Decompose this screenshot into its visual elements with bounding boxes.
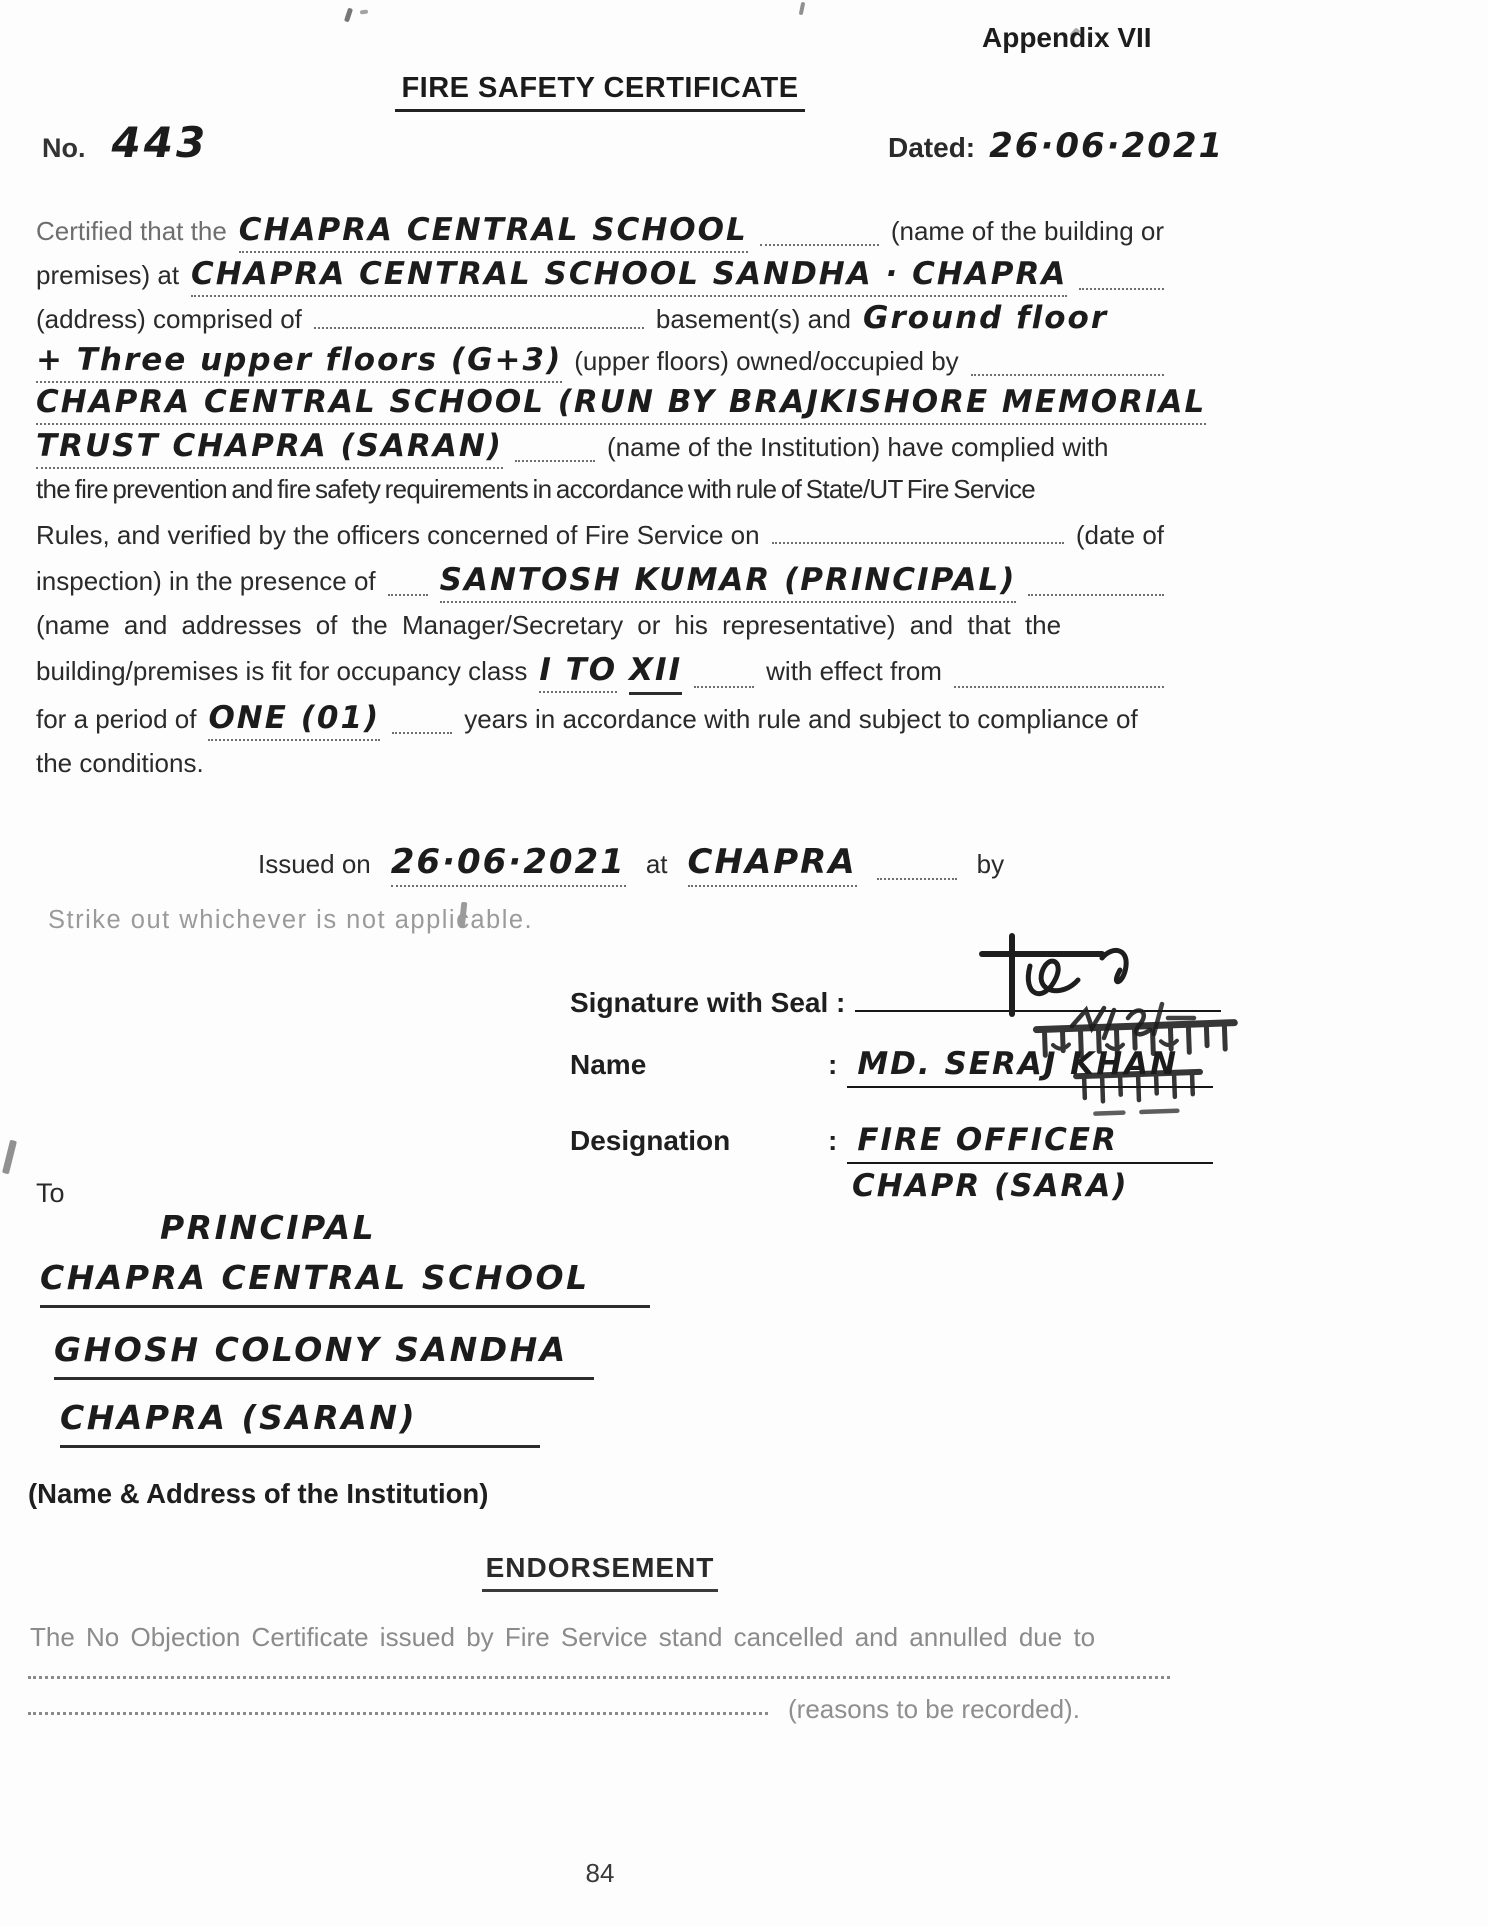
certificate-no-value: 443 <box>111 118 209 167</box>
body-line-1 <box>36 212 1164 253</box>
dotted-blank <box>694 686 754 688</box>
signature-with-seal-label: Signature with Seal : <box>570 987 846 1018</box>
printed-text: the conditions. <box>36 748 204 778</box>
printed-text: basement(s) and <box>655 304 851 334</box>
handwritten-class-to: XII <box>629 652 682 695</box>
issued-date: 26·06·2021 <box>391 842 626 887</box>
dotted-blank <box>515 460 595 462</box>
handwritten-district: CHAPRA (SARAN) <box>60 1398 418 1437</box>
printed-text: the fire prevention and fire safety requirements in accordance with rule of State/UT Fire Service <box>36 474 1036 504</box>
to-label: To <box>36 1178 65 1208</box>
page-number: 84 <box>585 1858 615 1888</box>
at-label: at <box>645 849 668 879</box>
endorsement-text: The No Objection Certificate issued by Fire Service stand cancelled and annulled due to <box>30 1622 1096 1652</box>
dotted-blank <box>772 542 1064 544</box>
handwritten-period: ONE (01) <box>208 700 380 741</box>
handwritten-witness: SANTOSH KUMAR (PRINCIPAL) <box>440 562 1017 603</box>
body-line-6 <box>36 428 1164 469</box>
handwritten-upper-floors: + Three upper floors (G+3) <box>36 342 562 383</box>
printed-text: (name and addresses of the Manager/Secretary or his representative) and that the <box>36 610 1062 640</box>
designation-second-line <box>852 1168 1129 1204</box>
printed-text: years in accordance with rule and subject to compliance of <box>464 704 1138 734</box>
handwritten-institution-2: TRUST CHAPRA (SARAN) <box>36 428 503 469</box>
scan-speck <box>360 9 368 14</box>
issued-row <box>258 842 1048 887</box>
handwritten-designation-2: CHAPR (SARA) <box>852 1168 1129 1204</box>
printed-text: for a period of <box>36 704 197 734</box>
page-title: FIRE SAFETY CERTIFICATE <box>395 72 804 112</box>
body-line-7 <box>36 474 1164 505</box>
printed-text: Certified that the <box>36 216 227 246</box>
dotted-blank-line <box>28 1676 1170 1679</box>
handwritten-officer-name: MD. SERAJ KHAN <box>857 1046 1179 1082</box>
body-line-3 <box>36 300 1164 336</box>
issued-on-label: Issued on <box>258 849 371 879</box>
endorsement-title-row <box>36 1552 1164 1592</box>
title-row <box>36 72 1164 112</box>
body-line-11 <box>36 652 1164 695</box>
body-line-10 <box>36 610 1164 641</box>
body-line-13 <box>36 748 1164 779</box>
dotted-blank <box>971 374 1164 376</box>
dated-label: Dated: <box>888 132 976 163</box>
dotted-blank-line <box>28 1712 768 1715</box>
body-line-2 <box>36 256 1164 297</box>
dotted-blank <box>388 594 428 596</box>
printed-text: (name of the Institution) have complied with <box>606 432 1109 462</box>
dotted-blank <box>760 244 879 246</box>
institution-caption: (Name & Address of the Institution) <box>28 1478 489 1509</box>
handwritten-class-from: I TO <box>539 652 617 693</box>
printed-text: (name of the building or <box>890 216 1164 246</box>
dated-value: 26·06·2021 <box>989 126 1225 166</box>
body-line-5 <box>36 384 1207 425</box>
handwritten-building-name: CHAPRA CENTRAL SCHOOL <box>239 212 748 253</box>
dotted-blank <box>1079 288 1164 290</box>
dotted-blank <box>877 878 957 880</box>
body-line-9 <box>36 562 1164 603</box>
reasons-caption: (reasons to be recorded). <box>788 1694 1080 1724</box>
scan-speck <box>2 1140 17 1175</box>
dotted-blank <box>392 732 452 734</box>
scan-speck <box>344 8 353 23</box>
body-line-12 <box>36 700 1164 741</box>
strike-out-note: Strike out whichever is not applicable. <box>48 906 534 934</box>
handwritten-designation-1: FIRE OFFICER <box>857 1122 1118 1158</box>
printed-text: (upper floors) owned/occupied by <box>574 346 959 376</box>
certificate-number-row <box>42 118 208 167</box>
by-label: by <box>976 849 1005 879</box>
address-line-1 <box>160 1208 376 1247</box>
certificate-no-label: No. <box>42 133 86 163</box>
designation-colon: : <box>828 1125 838 1156</box>
handwritten-recipient: PRINCIPAL <box>160 1208 377 1247</box>
dotted-blank <box>1028 594 1164 596</box>
name-colon: : <box>828 1049 838 1080</box>
designation-label: Designation <box>570 1125 731 1156</box>
name-label: Name <box>570 1049 647 1080</box>
dotted-blank <box>954 686 1164 688</box>
handwritten-school: CHAPRA CENTRAL SCHOOL <box>40 1258 590 1297</box>
handwritten-ground-floor: Ground floor <box>863 300 1109 336</box>
printed-text: with effect from <box>766 656 942 686</box>
handwritten-colony: GHOSH COLONY SANDHA <box>54 1330 568 1369</box>
address-line-3 <box>54 1330 594 1380</box>
printed-text: premises) at <box>36 260 180 290</box>
address-line-4 <box>60 1398 540 1448</box>
endorsement-title: ENDORSEMENT <box>482 1552 719 1592</box>
dotted-blank <box>314 327 644 329</box>
printed-text: (address) comprised of <box>36 304 302 334</box>
printed-text: (date of <box>1075 520 1164 550</box>
scan-speck <box>799 2 806 16</box>
body-line-4 <box>36 342 1164 383</box>
handwritten-institution-1: CHAPRA CENTRAL SCHOOL (RUN BY BRAJKISHORE MEMORIAL <box>36 384 1206 425</box>
body-line-8 <box>36 520 1164 551</box>
address-line-2 <box>40 1258 650 1308</box>
printed-text: inspection) in the presence of <box>36 566 376 596</box>
printed-text: building/premises is fit for occupancy class <box>36 656 528 686</box>
appendix-label: Appendix VII <box>982 22 1152 53</box>
printed-text: Rules, and verified by the officers concerned of Fire Service on <box>36 520 760 550</box>
ink-stamp <box>1030 1008 1250 1138</box>
dated-row <box>888 126 1224 166</box>
issued-place: CHAPRA <box>688 842 857 887</box>
handwritten-address: CHAPRA CENTRAL SCHOOL SANDHA · CHAPRA <box>191 256 1067 297</box>
